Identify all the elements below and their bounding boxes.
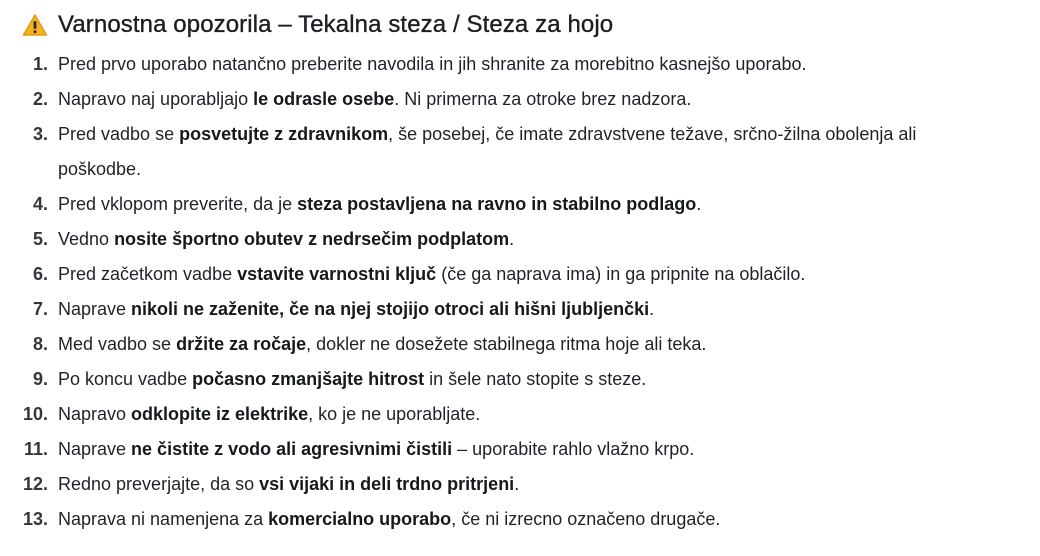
list-item-number: 13. <box>22 509 48 529</box>
text-segment: , ko je ne uporabljate. <box>308 404 481 424</box>
list-item-text <box>58 467 978 502</box>
page-title: Varnostna opozorila – Tekalna steza / Steza za hojo <box>58 11 614 38</box>
list-item-number: 2. <box>32 89 48 109</box>
emphasis-text: odklopite iz elektrike <box>131 404 309 424</box>
text-segment: , še posebej, če imate zdravstvene težave, srčno-žilna obolenja ali poškodbe. <box>58 124 917 179</box>
emphasis-text: posvetujte z zdravnikom <box>179 124 389 144</box>
list-item-text <box>58 327 978 362</box>
list-item <box>0 292 978 327</box>
list-item-text <box>58 502 978 537</box>
text-segment: . <box>514 474 520 494</box>
list-item-text <box>58 82 978 117</box>
warning-icon <box>22 13 48 37</box>
list-item <box>0 117 978 187</box>
list-item <box>0 327 978 362</box>
list-item <box>0 222 978 257</box>
emphasis-text: vsi vijaki in deli trdno pritrjeni <box>259 474 515 494</box>
text-segment: . Ni primerna za otroke brez nadzora. <box>394 89 692 109</box>
text-segment: Naprava ni namenjena za <box>58 509 269 529</box>
list-item-number: 7. <box>32 299 48 319</box>
list-item <box>0 502 978 537</box>
list-item-text <box>58 222 978 257</box>
text-segment: Pred začetkom vadbe <box>58 264 238 284</box>
list-item-text <box>58 47 978 82</box>
list-item <box>0 187 978 222</box>
emphasis-text: vstavite varnostni ključ <box>237 264 437 284</box>
text-segment: Po koncu vadbe <box>58 369 193 389</box>
list-item-number: 5. <box>32 229 48 249</box>
list-item-number: 12. <box>22 474 48 494</box>
text-segment: . <box>696 194 702 214</box>
list-item <box>0 397 978 432</box>
text-segment: Pred prvo uporabo natančno preberite navodila in jih shranite za morebitno kasnejšo uporabo. <box>58 54 807 74</box>
list-item-text <box>58 117 978 187</box>
emphasis-text: nosite športno obutev z nedrsečim podplatom <box>114 229 510 249</box>
list-item <box>0 467 978 502</box>
list-item-text <box>58 362 978 397</box>
text-segment: – uporabite rahlo vlažno krpo. <box>452 439 695 459</box>
text-segment: Redno preverjajte, da so <box>58 474 260 494</box>
emphasis-text: komercialno uporabo <box>268 509 452 529</box>
text-segment: Pred vadbo se <box>58 124 180 144</box>
text-segment: . <box>509 229 515 249</box>
list-item-number: 11. <box>23 439 48 459</box>
list-item <box>0 362 978 397</box>
list-item-text <box>58 257 978 292</box>
emphasis-text: le odrasle osebe <box>253 89 395 109</box>
text-segment: , če ni izrecno označeno drugače. <box>451 509 721 529</box>
text-segment: Pred vklopom preverite, da je <box>58 194 298 214</box>
text-segment: , dokler ne dosežete stabilnega ritma hoje ali teka. <box>306 334 707 354</box>
text-segment: Napravo <box>58 404 132 424</box>
list-item <box>0 82 978 117</box>
list-item-text <box>58 397 978 432</box>
list-item-text <box>58 432 978 467</box>
text-segment: Vedno <box>58 229 115 249</box>
emphasis-text: ne čistite z vodo ali agresivnimi čistili <box>131 439 453 459</box>
list-item <box>0 257 978 292</box>
emphasis-text: držite za ročaje <box>176 334 307 354</box>
text-segment: Napravo naj uporabljajo <box>58 89 254 109</box>
list-item-number: 9. <box>32 369 48 389</box>
text-segment: Naprave <box>58 439 132 459</box>
emphasis-text: steza postavljena na ravno in stabilno podlago <box>297 194 697 214</box>
list-item-number: 10. <box>22 404 48 424</box>
text-segment: . <box>649 299 655 319</box>
emphasis-text: počasno zmanjšajte hitrost <box>192 369 425 389</box>
text-segment: (če ga naprava ima) in ga pripnite na oblačilo. <box>436 264 806 284</box>
list-item-number: 8. <box>32 334 48 354</box>
list-item-text <box>58 292 978 327</box>
emphasis-text: nikoli ne zaženite, če na njej stojijo otroci ali hišni ljubljenčki <box>131 299 650 319</box>
list-item <box>0 432 978 467</box>
section-heading <box>22 8 613 42</box>
list-item <box>0 47 978 82</box>
list-item-number: 3. <box>32 124 48 144</box>
warning-list <box>0 47 978 537</box>
list-item-number: 4. <box>32 194 48 214</box>
list-item-text <box>58 187 978 222</box>
list-item-number: 1. <box>32 54 48 74</box>
list-item-number: 6. <box>32 264 48 284</box>
text-segment: in šele nato stopite s steze. <box>424 369 647 389</box>
text-segment: Med vadbo se <box>58 334 177 354</box>
text-segment: Naprave <box>58 299 132 319</box>
